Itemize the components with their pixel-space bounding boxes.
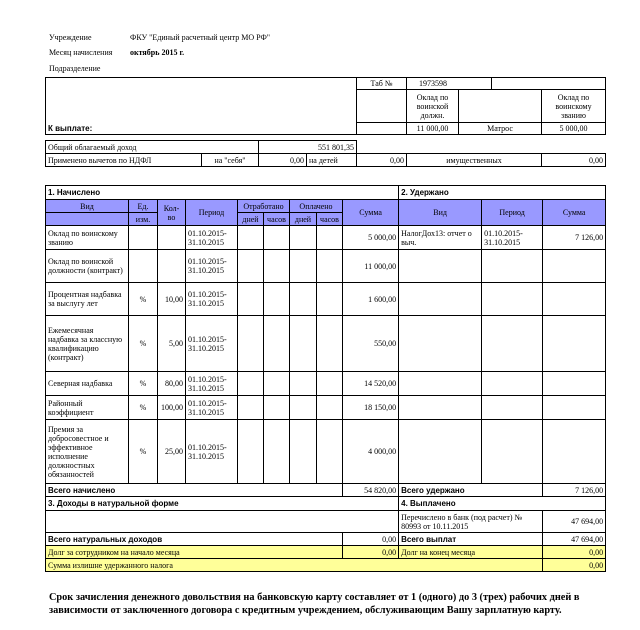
col-period: Период (186, 200, 238, 226)
row-qty: 100,00 (158, 396, 186, 420)
property-value: 0,00 (542, 154, 606, 167)
oklad-position-label: Оклад по воинской должн. (407, 90, 459, 123)
month-value: октябрь 2015 г. (130, 48, 185, 57)
row-sum: 5 000,00 (343, 226, 399, 250)
withheld-title: 2. Удержано (399, 186, 606, 200)
table-row (46, 316, 606, 372)
accrued-title: 1. Начислено (46, 186, 399, 200)
col-qty: Кол-во (158, 200, 186, 226)
natural-title: 3. Доходы в натуральной форме (46, 497, 399, 511)
month-label: Месяц начисления (49, 48, 113, 57)
property-label: имущественных (407, 154, 542, 167)
withheld-row-name: НалогДох13: отчет о выч. (399, 226, 482, 250)
row-name: Оклад по воинскому званию (46, 226, 129, 250)
natural-total-label: Всего натуральных доходов (46, 533, 343, 546)
tab-label: Таб № (357, 78, 407, 90)
withheld-row-period: 01.10.2015-31.10.2015 (482, 226, 543, 250)
row-qty (158, 226, 186, 250)
division-label: Подразделение (49, 64, 101, 73)
row-name: Районный коэффициент (46, 396, 129, 420)
col-hours-paid: часов (317, 213, 343, 226)
withheld-col-type: Вид (399, 200, 482, 226)
row-period: 01.10.2015-31.10.2015 (186, 250, 238, 283)
to-pay-label: К выплате: (46, 123, 357, 135)
table-row (46, 283, 606, 316)
accrued-total-label: Всего начислено (46, 484, 343, 497)
withheld-col-period: Период (482, 200, 543, 226)
tab-table (45, 77, 606, 135)
col-days: дней (238, 213, 264, 226)
row-period: 01.10.2015-31.10.2015 (186, 316, 238, 372)
paid-row-label: Перечислено в банк (под расчет) № 80993 от 10.11.2015 (399, 511, 543, 533)
row-unit: % (129, 396, 158, 420)
row-unit: % (129, 420, 158, 484)
row-name: Северная надбавка (46, 372, 129, 396)
natural-total-value: 0,00 (343, 533, 399, 546)
footer-note: Срок зачисления денежного довольствия на банковскую карту составляет от 1 (одного) до 3 (трех) рабочих дней в зависимости от заключенного договора с кредитным учреждением, обслуживающим Вашу зарплатную карту. (49, 592, 580, 616)
row-period: 01.10.2015-31.10.2015 (186, 420, 238, 484)
row-unit: % (129, 372, 158, 396)
paid-title: 4. Выплачено (399, 497, 606, 511)
paid-row-value: 47 694,00 (543, 511, 606, 533)
oklad-rank-label: Оклад по воинскому званию (542, 90, 606, 123)
table-row (46, 396, 606, 420)
debt-start-value: 0,00 (343, 546, 399, 559)
row-qty: 5,00 (158, 316, 186, 372)
table-row (46, 226, 606, 250)
debt-start-label: Долг за сотрудником на начало месяца (46, 546, 343, 559)
paid-total-value: 47 694,00 (543, 533, 606, 546)
row-sum: 11 000,00 (343, 250, 399, 283)
row-period: 01.10.2015-31.10.2015 (186, 226, 238, 250)
row-qty: 80,00 (158, 372, 186, 396)
row-sum: 4 000,00 (343, 420, 399, 484)
col-unit: Ед. (129, 200, 158, 213)
paid-total-label: Всего выплат (399, 533, 543, 546)
row-unit (129, 250, 158, 283)
taxable-label: Общий облагаемый доход (46, 141, 259, 154)
row-name: Премия за добросовестное и эффективное исполнение должностных обязанностей (46, 420, 129, 484)
row-unit: % (129, 283, 158, 316)
income-table (45, 140, 606, 167)
col-paid: Оплачено (290, 200, 343, 213)
row-qty (158, 250, 186, 283)
overpaid-label: Сумма излишне удержанного налога (46, 559, 543, 572)
row-unit: % (129, 316, 158, 372)
oklad-rank-value: 5 000,00 (542, 123, 606, 135)
row-unit (129, 226, 158, 250)
col-unit2: изм. (129, 213, 158, 226)
col-type: Вид (46, 200, 129, 213)
deductions-label: Применено вычетов по НДФЛ (46, 154, 202, 167)
row-qty: 10,00 (158, 283, 186, 316)
row-sum: 14 520,00 (343, 372, 399, 396)
children-value: 0,00 (357, 154, 407, 167)
col-hours: часов (264, 213, 290, 226)
row-qty: 25,00 (158, 420, 186, 484)
institution-label: Учреждение (49, 33, 92, 42)
self-label: на "себя" (202, 154, 259, 167)
debt-end-label: Долг на конец месяца (399, 546, 543, 559)
tab-value: 1973598 (407, 78, 492, 90)
row-sum: 18 150,00 (343, 396, 399, 420)
row-period: 01.10.2015-31.10.2015 (186, 283, 238, 316)
table-row (46, 420, 606, 484)
col-sum: Сумма (343, 200, 399, 226)
row-sum: 550,00 (343, 316, 399, 372)
row-sum: 1 600,00 (343, 283, 399, 316)
overpaid-value: 0,00 (543, 559, 606, 572)
col-worked: Отработано (238, 200, 290, 213)
oklad-position-value: 11 000,00 (407, 123, 459, 135)
withheld-row-sum: 7 126,00 (543, 226, 606, 250)
row-period: 01.10.2015-31.10.2015 (186, 372, 238, 396)
row-name: Ежемесячная надбавка за классную квалификацию (контракт) (46, 316, 129, 372)
table-row (46, 372, 606, 396)
withheld-total-value: 7 126,00 (543, 484, 606, 497)
institution-value: ФКУ "Единый расчетный центр МО РФ" (130, 33, 271, 42)
accrued-total-value: 54 820,00 (343, 484, 399, 497)
rank-value: Матрос (459, 123, 542, 135)
withheld-total-label: Всего удержано (399, 484, 543, 497)
children-label: на детей (307, 154, 357, 167)
main-table (45, 185, 606, 572)
row-name: Процентная надбавка за выслугу лет (46, 283, 129, 316)
withheld-col-sum: Сумма (543, 200, 606, 226)
debt-end-value: 0,00 (543, 546, 606, 559)
self-value: 0,00 (259, 154, 307, 167)
row-name: Оклад по воинской должности (контракт) (46, 250, 129, 283)
col-days-paid: дней (290, 213, 317, 226)
taxable-value: 551 801,35 (259, 141, 357, 154)
row-period: 01.10.2015-31.10.2015 (186, 396, 238, 420)
table-row (46, 250, 606, 283)
